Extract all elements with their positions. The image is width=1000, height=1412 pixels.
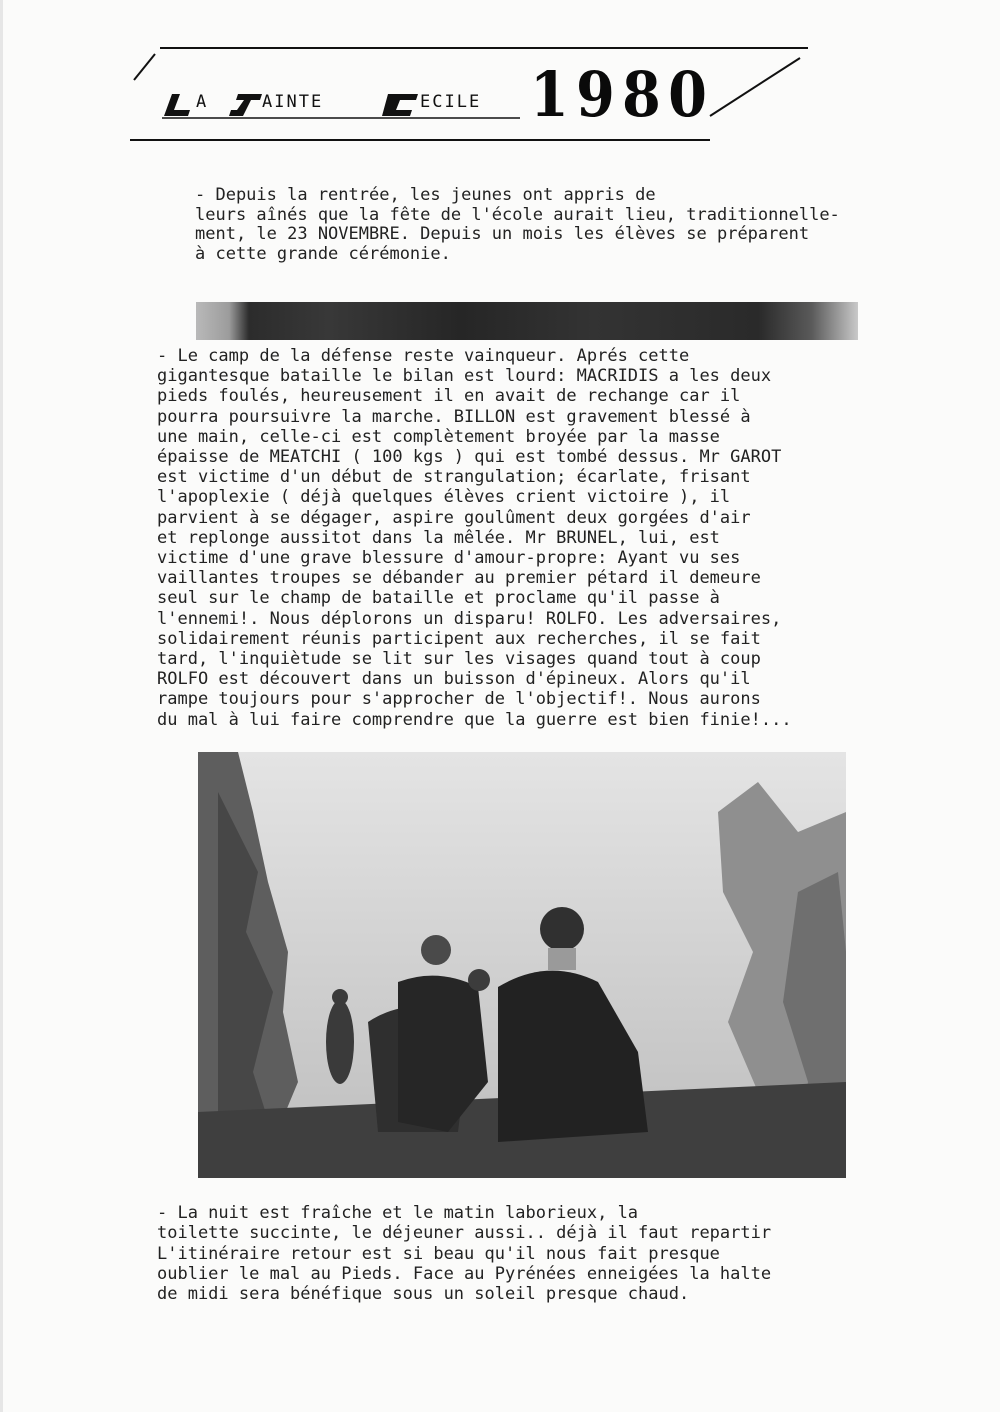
letter-s-mark	[229, 94, 262, 116]
paragraph-morning: - La nuit est fraîche et le matin laborieux, la toilette succinte, le déjeuner aussi.. déjà il faut repartir L'itinéraire retour est si beau qu'il nous fait presque oublier le mal au Pieds. Face au Pyrénées enneigées la halte de midi sera bénéfique sous un soleil presque chaud.	[157, 1203, 772, 1305]
letter-c-mark	[382, 94, 418, 116]
dark-image-strip	[196, 302, 858, 340]
group-photo	[198, 752, 846, 1178]
title-word-sainte: AINTE	[262, 92, 324, 112]
paragraph-battle: - Le camp de la défense reste vainqueur. Aprés cette gigantesque bataille le bilan est lourd: MACRIDIS a les deux pieds foulés, heureusement il en avait de rechange car il pourra poursuivre la marche. BILLON est gravement blessé à une main, celle-ci est complètement broyée par la masse épaisse de MEATCHI ( 100 kgs ) qui est tombé dessus. Mr GAROT est victime d'un début de strangulation; écarlate, frisant l'apoplexie ( déjà quelques élèves crient victoire ), il parvient à se dégager, aspire goulûment deux gorgées d'air et replonge aussitot dans la mêlée. Mr BRUNEL, lui, est victime d'une grave blessure d'amour-propre: Ayant vu ses vaillantes troupes se débander au premier pétard il demeure seul sur le champ de bataille et proclame qu'il passe à l'ennemi!. Nous déplorons un disparu! ROLFO. Les adversaires, solidairement réunis participent aux recherches, il se fait tard, l'inquiètude se lit sur les visages quand tout à coup ROLFO est découvert dans un buisson d'épineux. Alors qu'il rampe toujours pour s'approcher de l'objectif!. Nous aurons du mal à lui faire comprendre que la guerre est bien finie!...	[157, 346, 792, 730]
title-word-cecile: ECILE	[420, 92, 482, 112]
title-word-la: A	[196, 92, 209, 112]
letter-l-mark	[164, 94, 190, 116]
title-year: 1980	[530, 58, 715, 131]
page-edge	[0, 0, 3, 1412]
paragraph-intro: - Depuis la rentrée, les jeunes ont appris de leurs aînés que la fête de l'école aurait lieu, traditionnelle- ment, le 23 NOVEMBRE. Depuis un mois les élèves se préparent à cette grande cérémonie.	[195, 185, 840, 264]
header-banner	[120, 40, 810, 150]
